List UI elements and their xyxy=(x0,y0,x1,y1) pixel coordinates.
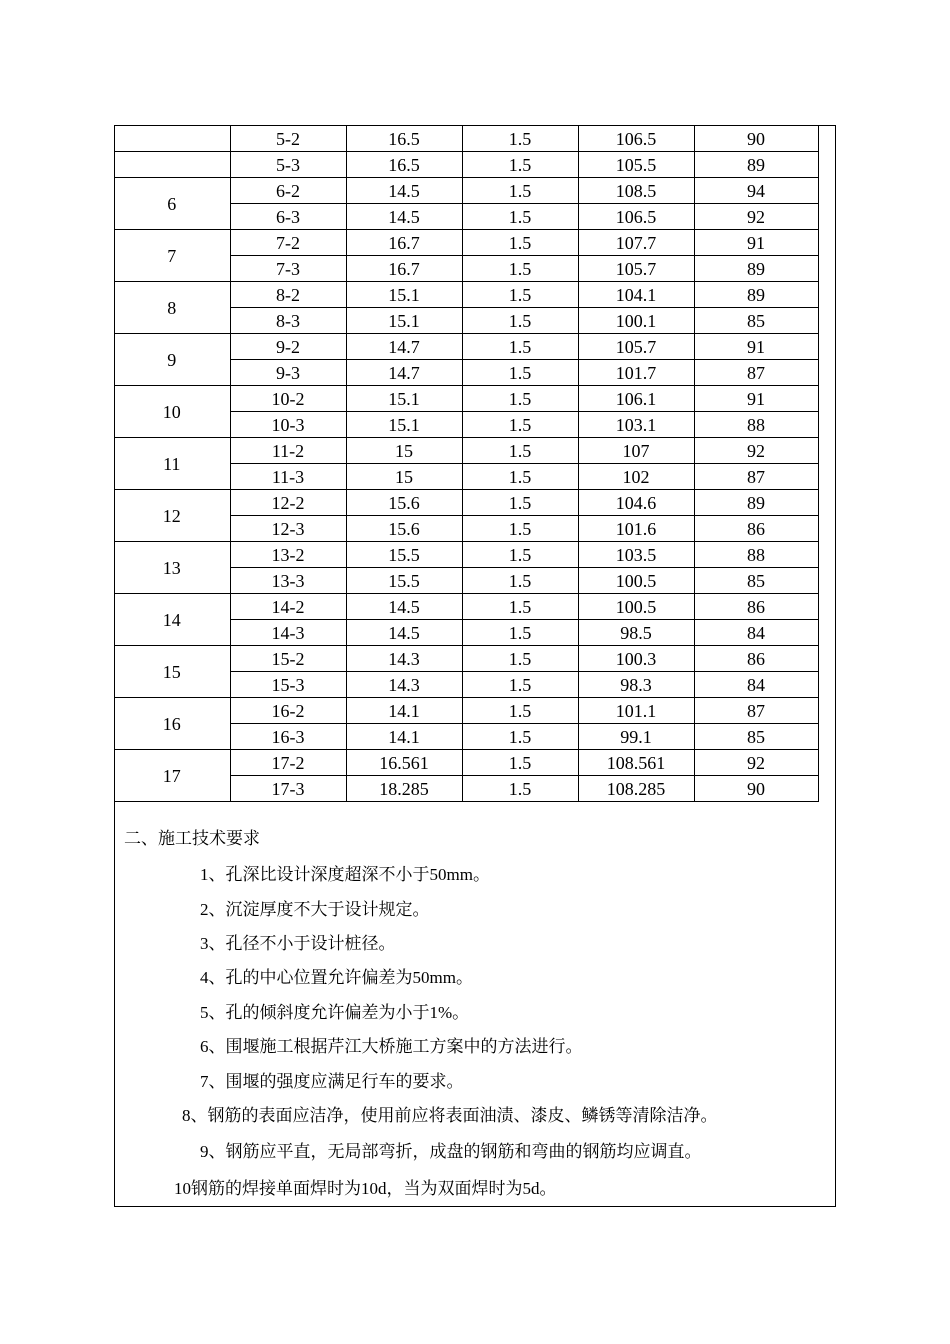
value-cell: 14.3 xyxy=(346,672,462,698)
value-cell: 15.1 xyxy=(346,308,462,334)
group-number-cell: 12 xyxy=(114,490,230,542)
value-cell: 107.7 xyxy=(578,230,694,256)
value-cell: 104.1 xyxy=(578,282,694,308)
table-row xyxy=(114,490,818,516)
value-cell: 105.7 xyxy=(578,334,694,360)
pile-id-cell: 17-2 xyxy=(230,750,346,776)
value-cell: 1.5 xyxy=(462,334,578,360)
value-cell: 105.7 xyxy=(578,256,694,282)
value-cell: 14.5 xyxy=(346,204,462,230)
value-cell: 1.5 xyxy=(462,698,578,724)
table-row xyxy=(114,386,818,412)
group-number-cell: 6 xyxy=(114,178,230,230)
group-number-cell: 17 xyxy=(114,750,230,802)
value-cell: 1.5 xyxy=(462,204,578,230)
value-cell: 1.5 xyxy=(462,568,578,594)
pile-id-cell: 16-2 xyxy=(230,698,346,724)
value-cell: 88 xyxy=(694,412,818,438)
value-cell: 89 xyxy=(694,282,818,308)
value-cell: 98.3 xyxy=(578,672,694,698)
group-number-cell: 11 xyxy=(114,438,230,490)
pile-id-cell: 13-2 xyxy=(230,542,346,568)
requirement-item: 3、孔径不小于设计桩径。 xyxy=(200,934,396,953)
value-cell: 100.5 xyxy=(578,594,694,620)
value-cell: 1.5 xyxy=(462,594,578,620)
value-cell: 14.5 xyxy=(346,178,462,204)
requirement-item: 4、孔的中心位置允许偏差为50mm。 xyxy=(200,968,473,987)
value-cell: 1.5 xyxy=(462,438,578,464)
group-number-cell: 13 xyxy=(114,542,230,594)
value-cell: 1.5 xyxy=(462,178,578,204)
requirement-item: 7、围堰的强度应满足行车的要求。 xyxy=(200,1072,464,1091)
section-heading: 二、施工技术要求 xyxy=(124,829,260,848)
pile-id-cell: 6-2 xyxy=(230,178,346,204)
value-cell: 86 xyxy=(694,516,818,542)
value-cell: 1.5 xyxy=(462,412,578,438)
pile-id-cell: 7-2 xyxy=(230,230,346,256)
table-row xyxy=(114,750,818,776)
value-cell: 101.7 xyxy=(578,360,694,386)
value-cell: 106.5 xyxy=(578,126,694,152)
group-number-cell: 9 xyxy=(114,334,230,386)
value-cell: 15 xyxy=(346,438,462,464)
value-cell: 106.5 xyxy=(578,204,694,230)
value-cell: 16.5 xyxy=(346,126,462,152)
group-number-cell: 15 xyxy=(114,646,230,698)
table-row xyxy=(114,594,818,620)
value-cell: 89 xyxy=(694,152,818,178)
value-cell: 102 xyxy=(578,464,694,490)
value-cell: 100.5 xyxy=(578,568,694,594)
value-cell: 100.3 xyxy=(578,646,694,672)
group-number-cell: 7 xyxy=(114,230,230,282)
value-cell: 16.5 xyxy=(346,152,462,178)
value-cell: 1.5 xyxy=(462,516,578,542)
value-cell: 14.5 xyxy=(346,594,462,620)
value-cell: 15.6 xyxy=(346,490,462,516)
value-cell: 108.561 xyxy=(578,750,694,776)
requirement-item: 9、钢筋应平直，无局部弯折，成盘的钢筋和弯曲的钢筋均应调直。 xyxy=(200,1142,702,1161)
value-cell: 1.5 xyxy=(462,490,578,516)
requirement-item: 1、孔深比设计深度超深不小于50mm。 xyxy=(200,865,490,884)
value-cell: 15.1 xyxy=(346,282,462,308)
value-cell: 87 xyxy=(694,464,818,490)
value-cell: 14.7 xyxy=(346,334,462,360)
pile-id-cell: 9-3 xyxy=(230,360,346,386)
value-cell: 1.5 xyxy=(462,750,578,776)
value-cell: 100.1 xyxy=(578,308,694,334)
value-cell: 1.5 xyxy=(462,776,578,802)
value-cell: 107 xyxy=(578,438,694,464)
requirement-item: 8、钢筋的表面应洁净，使用前应将表面油渍、漆皮、鳞锈等清除洁净。 xyxy=(182,1106,718,1125)
value-cell: 106.1 xyxy=(578,386,694,412)
value-cell: 84 xyxy=(694,672,818,698)
value-cell: 1.5 xyxy=(462,308,578,334)
table-row xyxy=(114,698,818,724)
value-cell: 87 xyxy=(694,360,818,386)
value-cell: 1.5 xyxy=(462,646,578,672)
value-cell: 16.561 xyxy=(346,750,462,776)
value-cell: 88 xyxy=(694,542,818,568)
value-cell: 14.1 xyxy=(346,698,462,724)
pile-id-cell: 9-2 xyxy=(230,334,346,360)
value-cell: 1.5 xyxy=(462,152,578,178)
requirement-item: 5、孔的倾斜度允许偏差为小于1%。 xyxy=(200,1003,470,1022)
pile-id-cell: 11-3 xyxy=(230,464,346,490)
table-row xyxy=(114,126,818,152)
requirement-item: 6、围堰施工根据芹江大桥施工方案中的方法进行。 xyxy=(200,1037,583,1056)
value-cell: 1.5 xyxy=(462,386,578,412)
pile-id-cell: 11-2 xyxy=(230,438,346,464)
value-cell: 98.5 xyxy=(578,620,694,646)
value-cell: 94 xyxy=(694,178,818,204)
value-cell: 103.5 xyxy=(578,542,694,568)
pile-id-cell: 8-2 xyxy=(230,282,346,308)
value-cell: 15.5 xyxy=(346,542,462,568)
value-cell: 1.5 xyxy=(462,620,578,646)
table-row xyxy=(114,152,818,178)
value-cell: 1.5 xyxy=(462,724,578,750)
value-cell: 91 xyxy=(694,334,818,360)
pile-id-cell: 7-3 xyxy=(230,256,346,282)
pile-id-cell: 17-3 xyxy=(230,776,346,802)
pile-id-cell: 14-2 xyxy=(230,594,346,620)
group-number-cell: 10 xyxy=(114,386,230,438)
table-row xyxy=(114,646,818,672)
value-cell: 14.3 xyxy=(346,646,462,672)
pile-id-cell: 10-3 xyxy=(230,412,346,438)
value-cell: 90 xyxy=(694,126,818,152)
value-cell: 86 xyxy=(694,594,818,620)
requirement-item: 10钢筋的焊接单面焊时为10d，当为双面焊时为5d。 xyxy=(174,1179,557,1198)
pile-id-cell: 15-3 xyxy=(230,672,346,698)
pile-id-cell: 12-2 xyxy=(230,490,346,516)
pile-data-table xyxy=(114,125,819,802)
group-number-cell xyxy=(114,152,230,178)
value-cell: 15.5 xyxy=(346,568,462,594)
value-cell: 104.6 xyxy=(578,490,694,516)
value-cell: 1.5 xyxy=(462,542,578,568)
value-cell: 18.285 xyxy=(346,776,462,802)
value-cell: 108.5 xyxy=(578,178,694,204)
group-number-cell: 16 xyxy=(114,698,230,750)
table-row xyxy=(114,438,818,464)
value-cell: 99.1 xyxy=(578,724,694,750)
value-cell: 1.5 xyxy=(462,360,578,386)
value-cell: 92 xyxy=(694,750,818,776)
value-cell: 16.7 xyxy=(346,230,462,256)
value-cell: 14.5 xyxy=(346,620,462,646)
value-cell: 15.6 xyxy=(346,516,462,542)
pile-id-cell: 13-3 xyxy=(230,568,346,594)
value-cell: 1.5 xyxy=(462,126,578,152)
value-cell: 91 xyxy=(694,386,818,412)
group-number-cell: 14 xyxy=(114,594,230,646)
value-cell: 15.1 xyxy=(346,412,462,438)
value-cell: 89 xyxy=(694,256,818,282)
value-cell: 15 xyxy=(346,464,462,490)
value-cell: 1.5 xyxy=(462,464,578,490)
pile-id-cell: 14-3 xyxy=(230,620,346,646)
value-cell: 85 xyxy=(694,568,818,594)
pile-id-cell: 10-2 xyxy=(230,386,346,412)
value-cell: 89 xyxy=(694,490,818,516)
value-cell: 101.1 xyxy=(578,698,694,724)
pile-id-cell: 6-3 xyxy=(230,204,346,230)
table-row xyxy=(114,282,818,308)
value-cell: 1.5 xyxy=(462,282,578,308)
table-row xyxy=(114,230,818,256)
value-cell: 15.1 xyxy=(346,386,462,412)
value-cell: 86 xyxy=(694,646,818,672)
value-cell: 101.6 xyxy=(578,516,694,542)
value-cell: 108.285 xyxy=(578,776,694,802)
pile-id-cell: 5-2 xyxy=(230,126,346,152)
value-cell: 14.7 xyxy=(346,360,462,386)
value-cell: 85 xyxy=(694,724,818,750)
group-number-cell: 8 xyxy=(114,282,230,334)
pile-id-cell: 8-3 xyxy=(230,308,346,334)
value-cell: 87 xyxy=(694,698,818,724)
group-number-cell xyxy=(114,126,230,152)
pile-id-cell: 16-3 xyxy=(230,724,346,750)
value-cell: 90 xyxy=(694,776,818,802)
table-row xyxy=(114,178,818,204)
value-cell: 91 xyxy=(694,230,818,256)
pile-id-cell: 12-3 xyxy=(230,516,346,542)
pile-id-cell: 5-3 xyxy=(230,152,346,178)
table-row xyxy=(114,334,818,360)
pile-id-cell: 15-2 xyxy=(230,646,346,672)
value-cell: 92 xyxy=(694,438,818,464)
value-cell: 14.1 xyxy=(346,724,462,750)
value-cell: 1.5 xyxy=(462,256,578,282)
value-cell: 1.5 xyxy=(462,230,578,256)
requirement-item: 2、沉淀厚度不大于设计规定。 xyxy=(200,900,430,919)
value-cell: 103.1 xyxy=(578,412,694,438)
value-cell: 1.5 xyxy=(462,672,578,698)
table-row xyxy=(114,542,818,568)
value-cell: 92 xyxy=(694,204,818,230)
value-cell: 84 xyxy=(694,620,818,646)
value-cell: 16.7 xyxy=(346,256,462,282)
value-cell: 85 xyxy=(694,308,818,334)
value-cell: 105.5 xyxy=(578,152,694,178)
